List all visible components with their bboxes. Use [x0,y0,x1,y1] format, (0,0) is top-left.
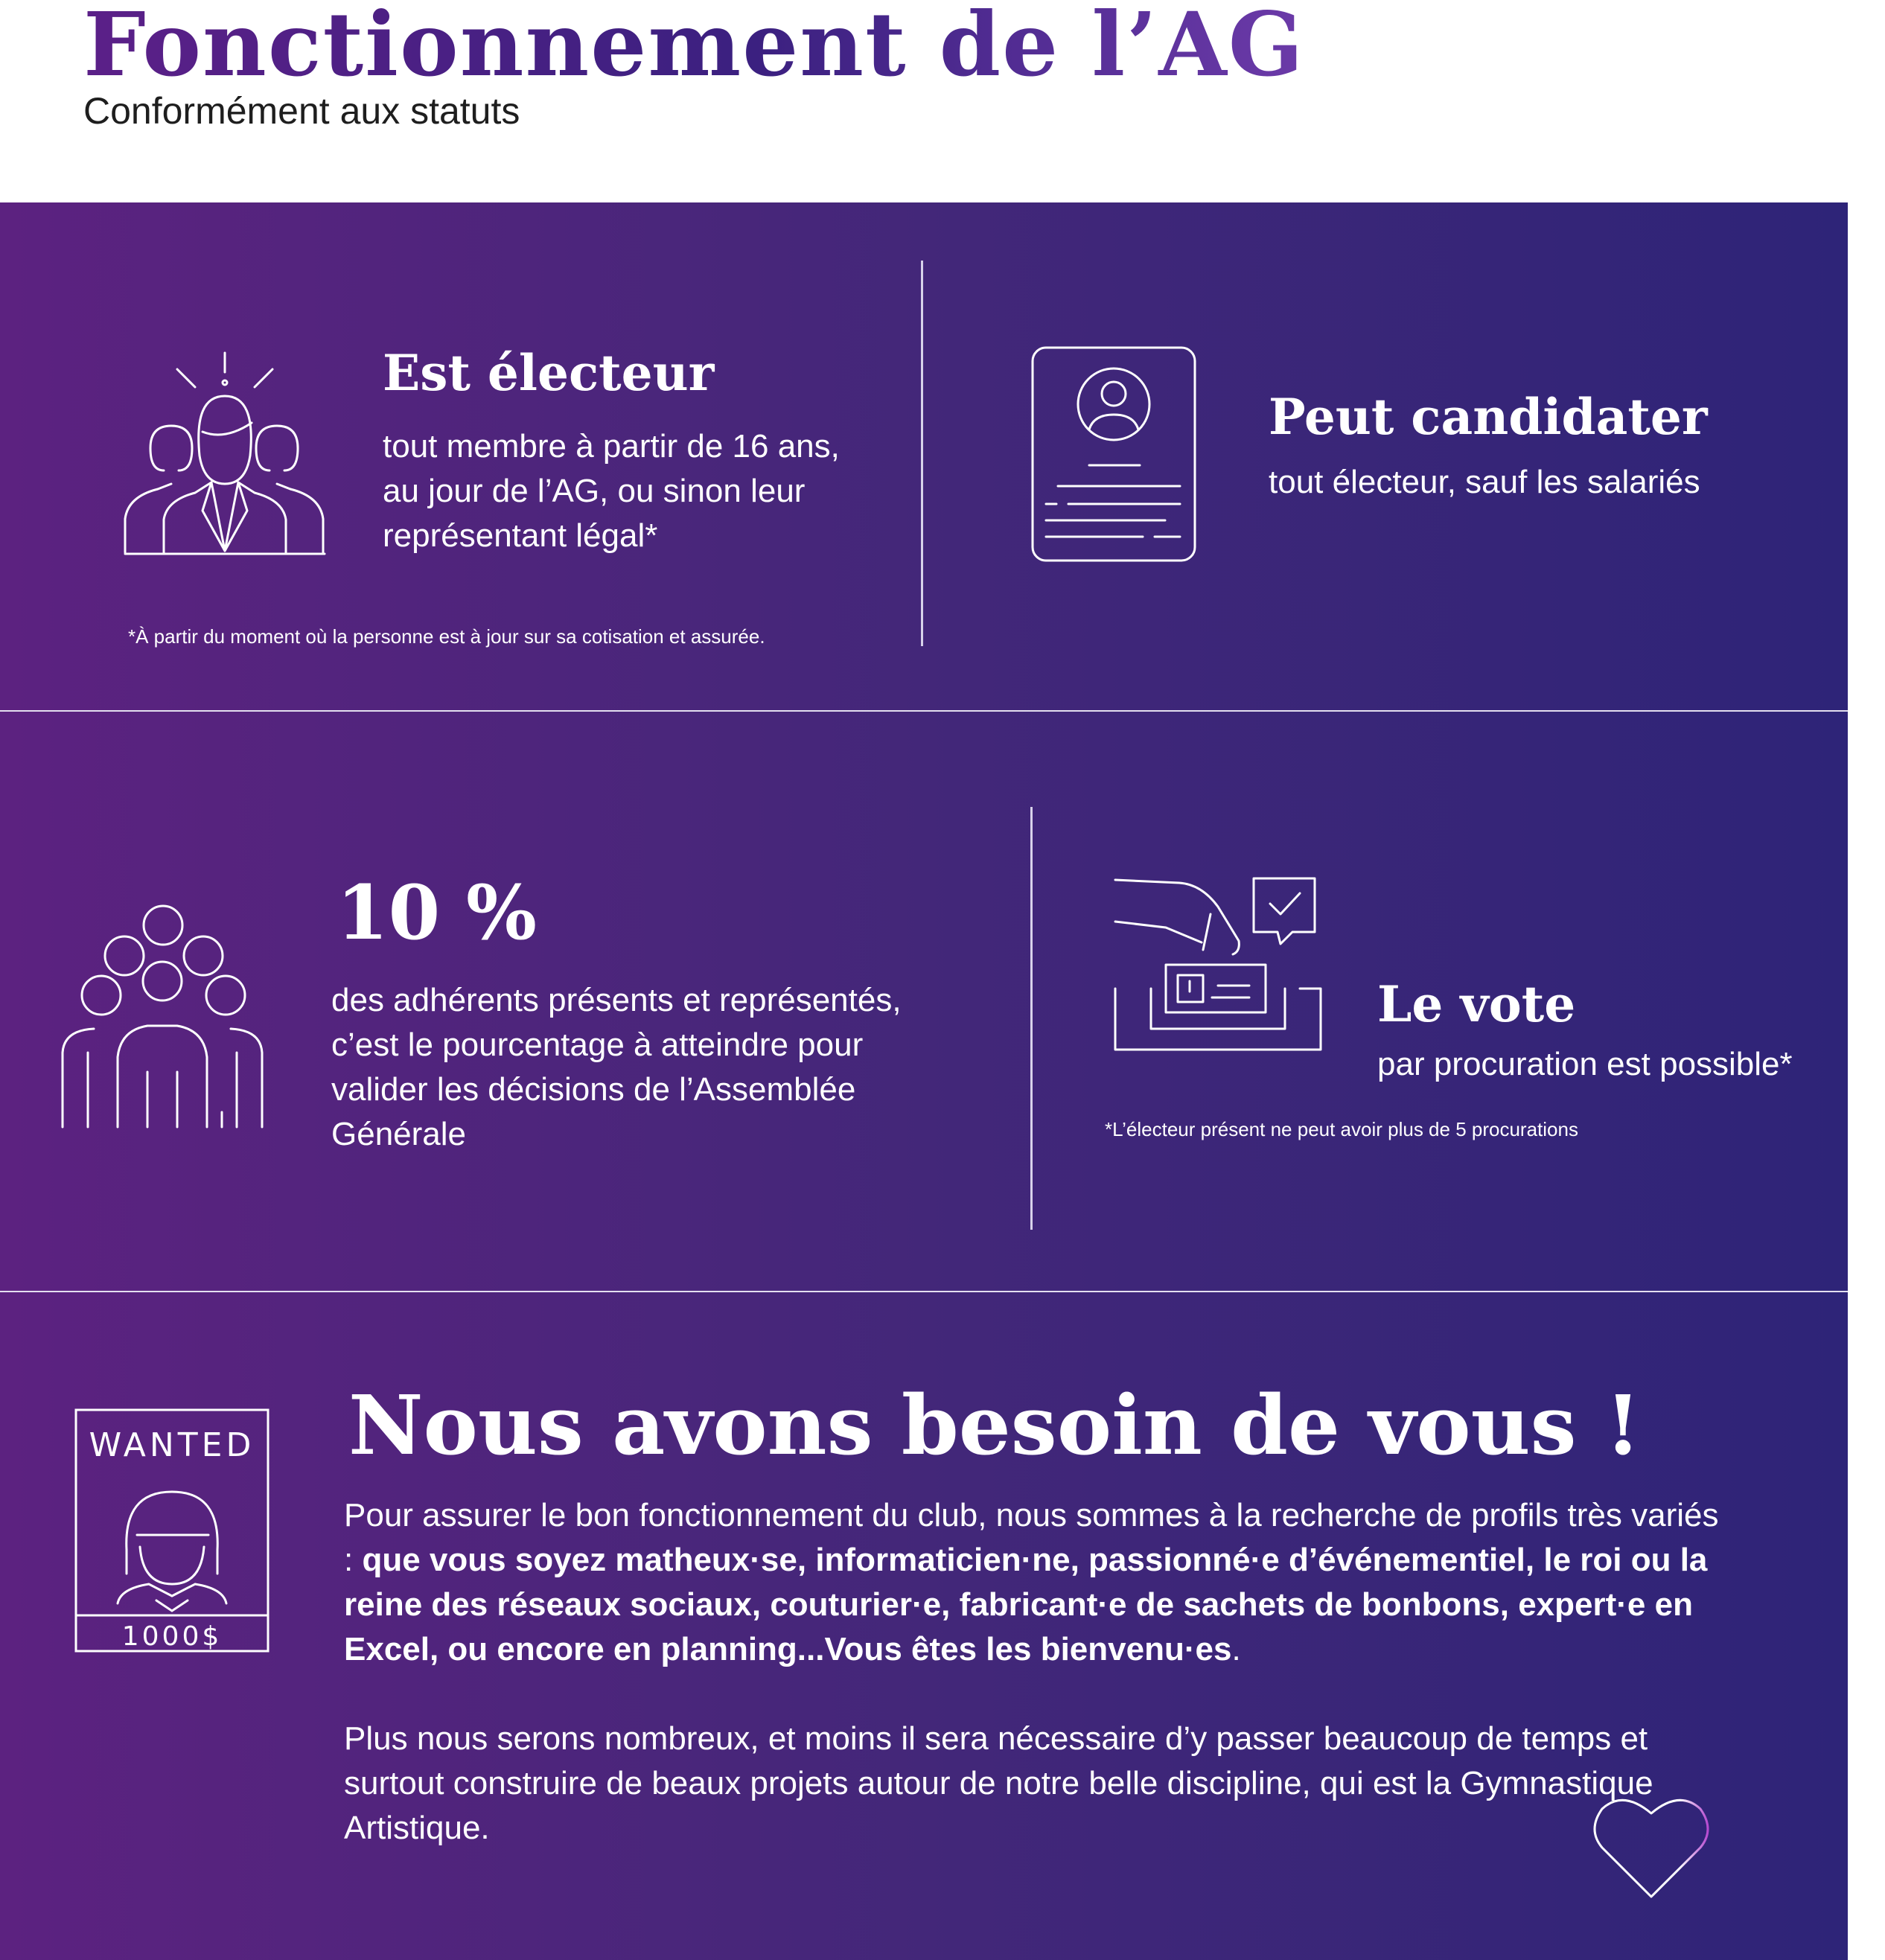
electeur-text: tout membre à partir de 16 ans, au jour de l’AG, ou sinon leur représentant légal* [383,428,840,554]
wanted-poster-icon [74,1408,269,1653]
divider [921,261,923,646]
page-subtitle: Conformément aux statuts [83,90,520,132]
divider [1030,807,1033,1230]
quorum-text: des adhérents présents et représentés, c’est le pourcentage à atteindre pour valider les décisions de l’Assemblée Générale [331,982,902,1152]
panel-appel-benevoles [0,1292,1848,1960]
electeur-heading: Est électeur [383,344,715,402]
candidater-text: tout électeur, sauf les salariés [1269,464,1700,500]
poster-price: 1000$ [121,1621,223,1652]
electeur-footnote: *À partir du moment où la personne est à jour sur sa cotisation et assurée. [128,625,765,648]
poster-label: WANTED [89,1426,255,1464]
vote-text: par procuration est possible* [1377,1046,1793,1082]
group-people-icon [119,351,328,560]
appel-paragraph-2: Plus nous serons nombreux, et moins il sera nécessaire d’y passer beaucoup de temps et surtout construire de beaux projets autour de notre belle discipline, qui est la Gymnastique Artistique. [344,1720,1653,1846]
appel-paragraph-1 [344,1493,1729,1672]
candidater-heading: Peut candidater [1269,388,1708,446]
quorum-value: 10 % [337,869,537,957]
vote-footnote: *L’électeur présent ne peut avoir plus de 5 procurations [1105,1118,1578,1140]
crowd-icon [58,904,267,1127]
appel-heading: Nous avons besoin de vous ! [348,1377,1642,1473]
appel-paragraph-1-intro: Pour assurer le bon fonctionnement du club, nous sommes à la recherche de profils très variés : [344,1497,1719,1578]
appel-paragraph-1-bold: que vous soyez matheux·se, informaticien·ne, passionné·e d’événementiel, le roi ou la reine des réseaux sociaux, couturier·e, fabricant·e de sachets de bonbons, expert·e en Excel, ou encore en planning...Vous êtes les bienvenu·es [344,1542,1708,1667]
id-card-icon [1031,346,1196,562]
vote-heading: Le vote [1377,975,1576,1033]
panel-electeurs [0,202,1848,710]
heart-icon [1592,1795,1711,1900]
panel-quorum-vote [0,712,1848,1291]
ballot-box-icon [1114,877,1322,1050]
appel-paragraph-1-end: . [1231,1631,1241,1667]
page-title: Fonctionnement de l’AG [83,0,1305,92]
